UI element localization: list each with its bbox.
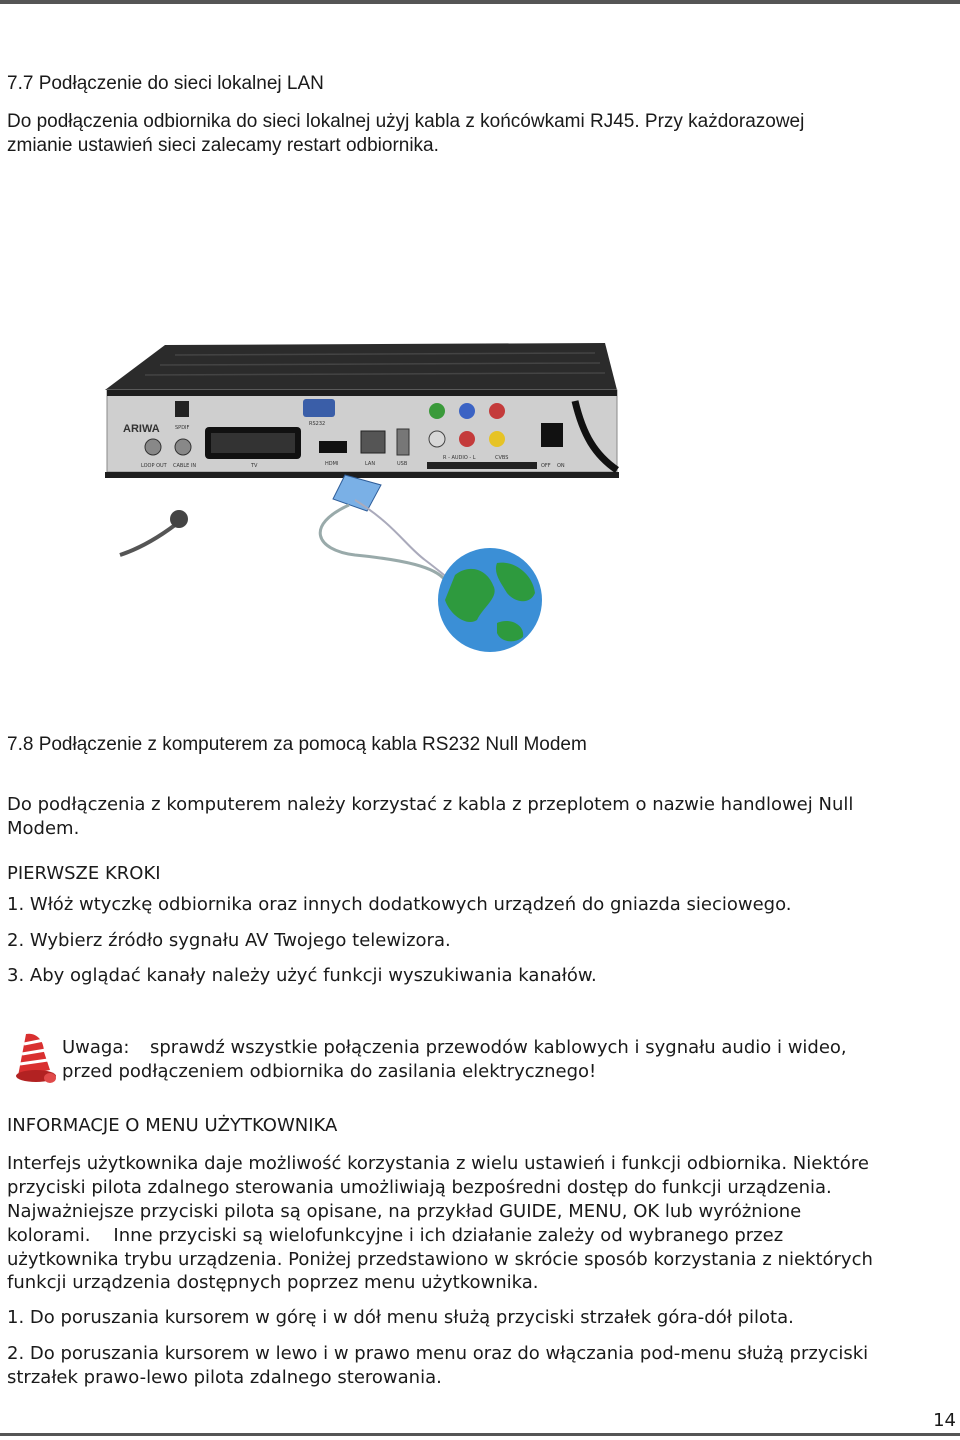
- menu-paragraph-line-6: funkcji urządzenia dostępnych poprzez menu użytkownika.: [7, 1272, 539, 1293]
- svg-text:TV: TV: [251, 463, 258, 469]
- menu-item-2-line-1: 2. Do poruszania kursorem w lewo i w prawo menu oraz do włączania pod-menu służą przyciski: [7, 1343, 869, 1364]
- receiver-lan-illustration: [105, 335, 625, 655]
- svg-text:USB: USB: [397, 461, 408, 467]
- menu-paragraph-line-3: Najważniejsze przyciski pilota są opisane, na przykład GUIDE, MENU, OK lub wyróżnione: [7, 1201, 802, 1222]
- first-steps-item-2: 2. Wybierz źródło sygnału AV Twojego telewizora.: [7, 930, 451, 951]
- rs232-text-line-1: Do podłączenia z komputerem należy korzystać z kabla z przeplotem o nazwie handlowej Null: [7, 794, 854, 815]
- svg-text:CABLE IN: CABLE IN: [173, 463, 197, 469]
- brand-logo: ARIWA: [123, 423, 160, 435]
- svg-text:R - AUDIO - L: R - AUDIO - L: [443, 455, 476, 461]
- svg-text:RS232: RS232: [309, 421, 326, 427]
- first-steps-item-1: 1. Włóż wtyczkę odbiornika oraz innych dodatkowych urządzeń do gniazda sieciowego.: [7, 894, 792, 915]
- top-rule: [0, 0, 960, 4]
- bottom-rule: [0, 1433, 960, 1436]
- svg-text:CVBS: CVBS: [495, 455, 509, 461]
- warning-bell-icon: [10, 1030, 60, 1086]
- first-steps-heading: PIERWSZE KROKI: [7, 863, 161, 884]
- svg-text:LOOP OUT: LOOP OUT: [141, 463, 167, 469]
- first-steps-item-3: 3. Aby oglądać kanały należy użyć funkcji wyszukiwania kanałów.: [7, 965, 597, 986]
- menu-item-1: 1. Do poruszania kursorem w górę i w dół menu służą przyciski strzałek góra-dół pilota.: [7, 1307, 794, 1328]
- svg-text:OFF: OFF: [541, 463, 551, 469]
- menu-info-heading: INFORMACJE O MENU UŻYTKOWNIKA: [7, 1115, 338, 1136]
- menu-paragraph-line-2: przyciski pilota zdalnego sterowania umożliwiają bezpośredni dostęp do funkcji urządzenia.: [7, 1177, 832, 1198]
- svg-text:ON: ON: [557, 463, 565, 469]
- rs232-heading: 7.8 Podłączenie z komputerem za pomocą kabla RS232 Null Modem: [7, 734, 587, 755]
- menu-paragraph-line-1: Interfejs użytkownika daje możliwość korzystania z wielu ustawień i funkcji odbiornika. Niektóre: [7, 1153, 869, 1174]
- rs232-text-line-2: Modem.: [7, 818, 80, 839]
- menu-item-2-line-2: strzałek prawo-lewo pilota zdalnego sterowania.: [7, 1367, 442, 1388]
- svg-text:LAN: LAN: [365, 461, 376, 467]
- warning-line-1: sprawdź wszystkie połączenia przewodów kablowych i sygnału audio i wideo,: [150, 1037, 847, 1058]
- svg-text:SPDIF: SPDIF: [175, 425, 190, 431]
- warning-text: [62, 1036, 847, 1084]
- lan-text-line-2: zmianie ustawień sieci zalecamy restart odbiornika.: [7, 135, 439, 156]
- lan-text-line-1: Do podłączenia odbiornika do sieci lokalnej użyj kabla z końcówkami RJ45. Przy każdorazowej: [7, 111, 805, 132]
- svg-text:HDMI: HDMI: [325, 461, 339, 467]
- page-number: 14: [933, 1410, 956, 1431]
- warning-line-2: przed podłączeniem odbiornika do zasilania elektrycznego!: [62, 1061, 597, 1082]
- menu-paragraph-line-4: kolorami. Inne przyciski są wielofunkcyjne i ich działanie zależy od wybranego przez: [7, 1225, 784, 1246]
- warning-label: Uwaga:: [62, 1037, 130, 1058]
- lan-heading: 7.7 Podłączenie do sieci lokalnej LAN: [7, 73, 324, 94]
- menu-paragraph-line-5: użytkownika trybu urządzenia. Poniżej przedstawiono w skrócie sposób korzystania z niektórych: [7, 1249, 873, 1270]
